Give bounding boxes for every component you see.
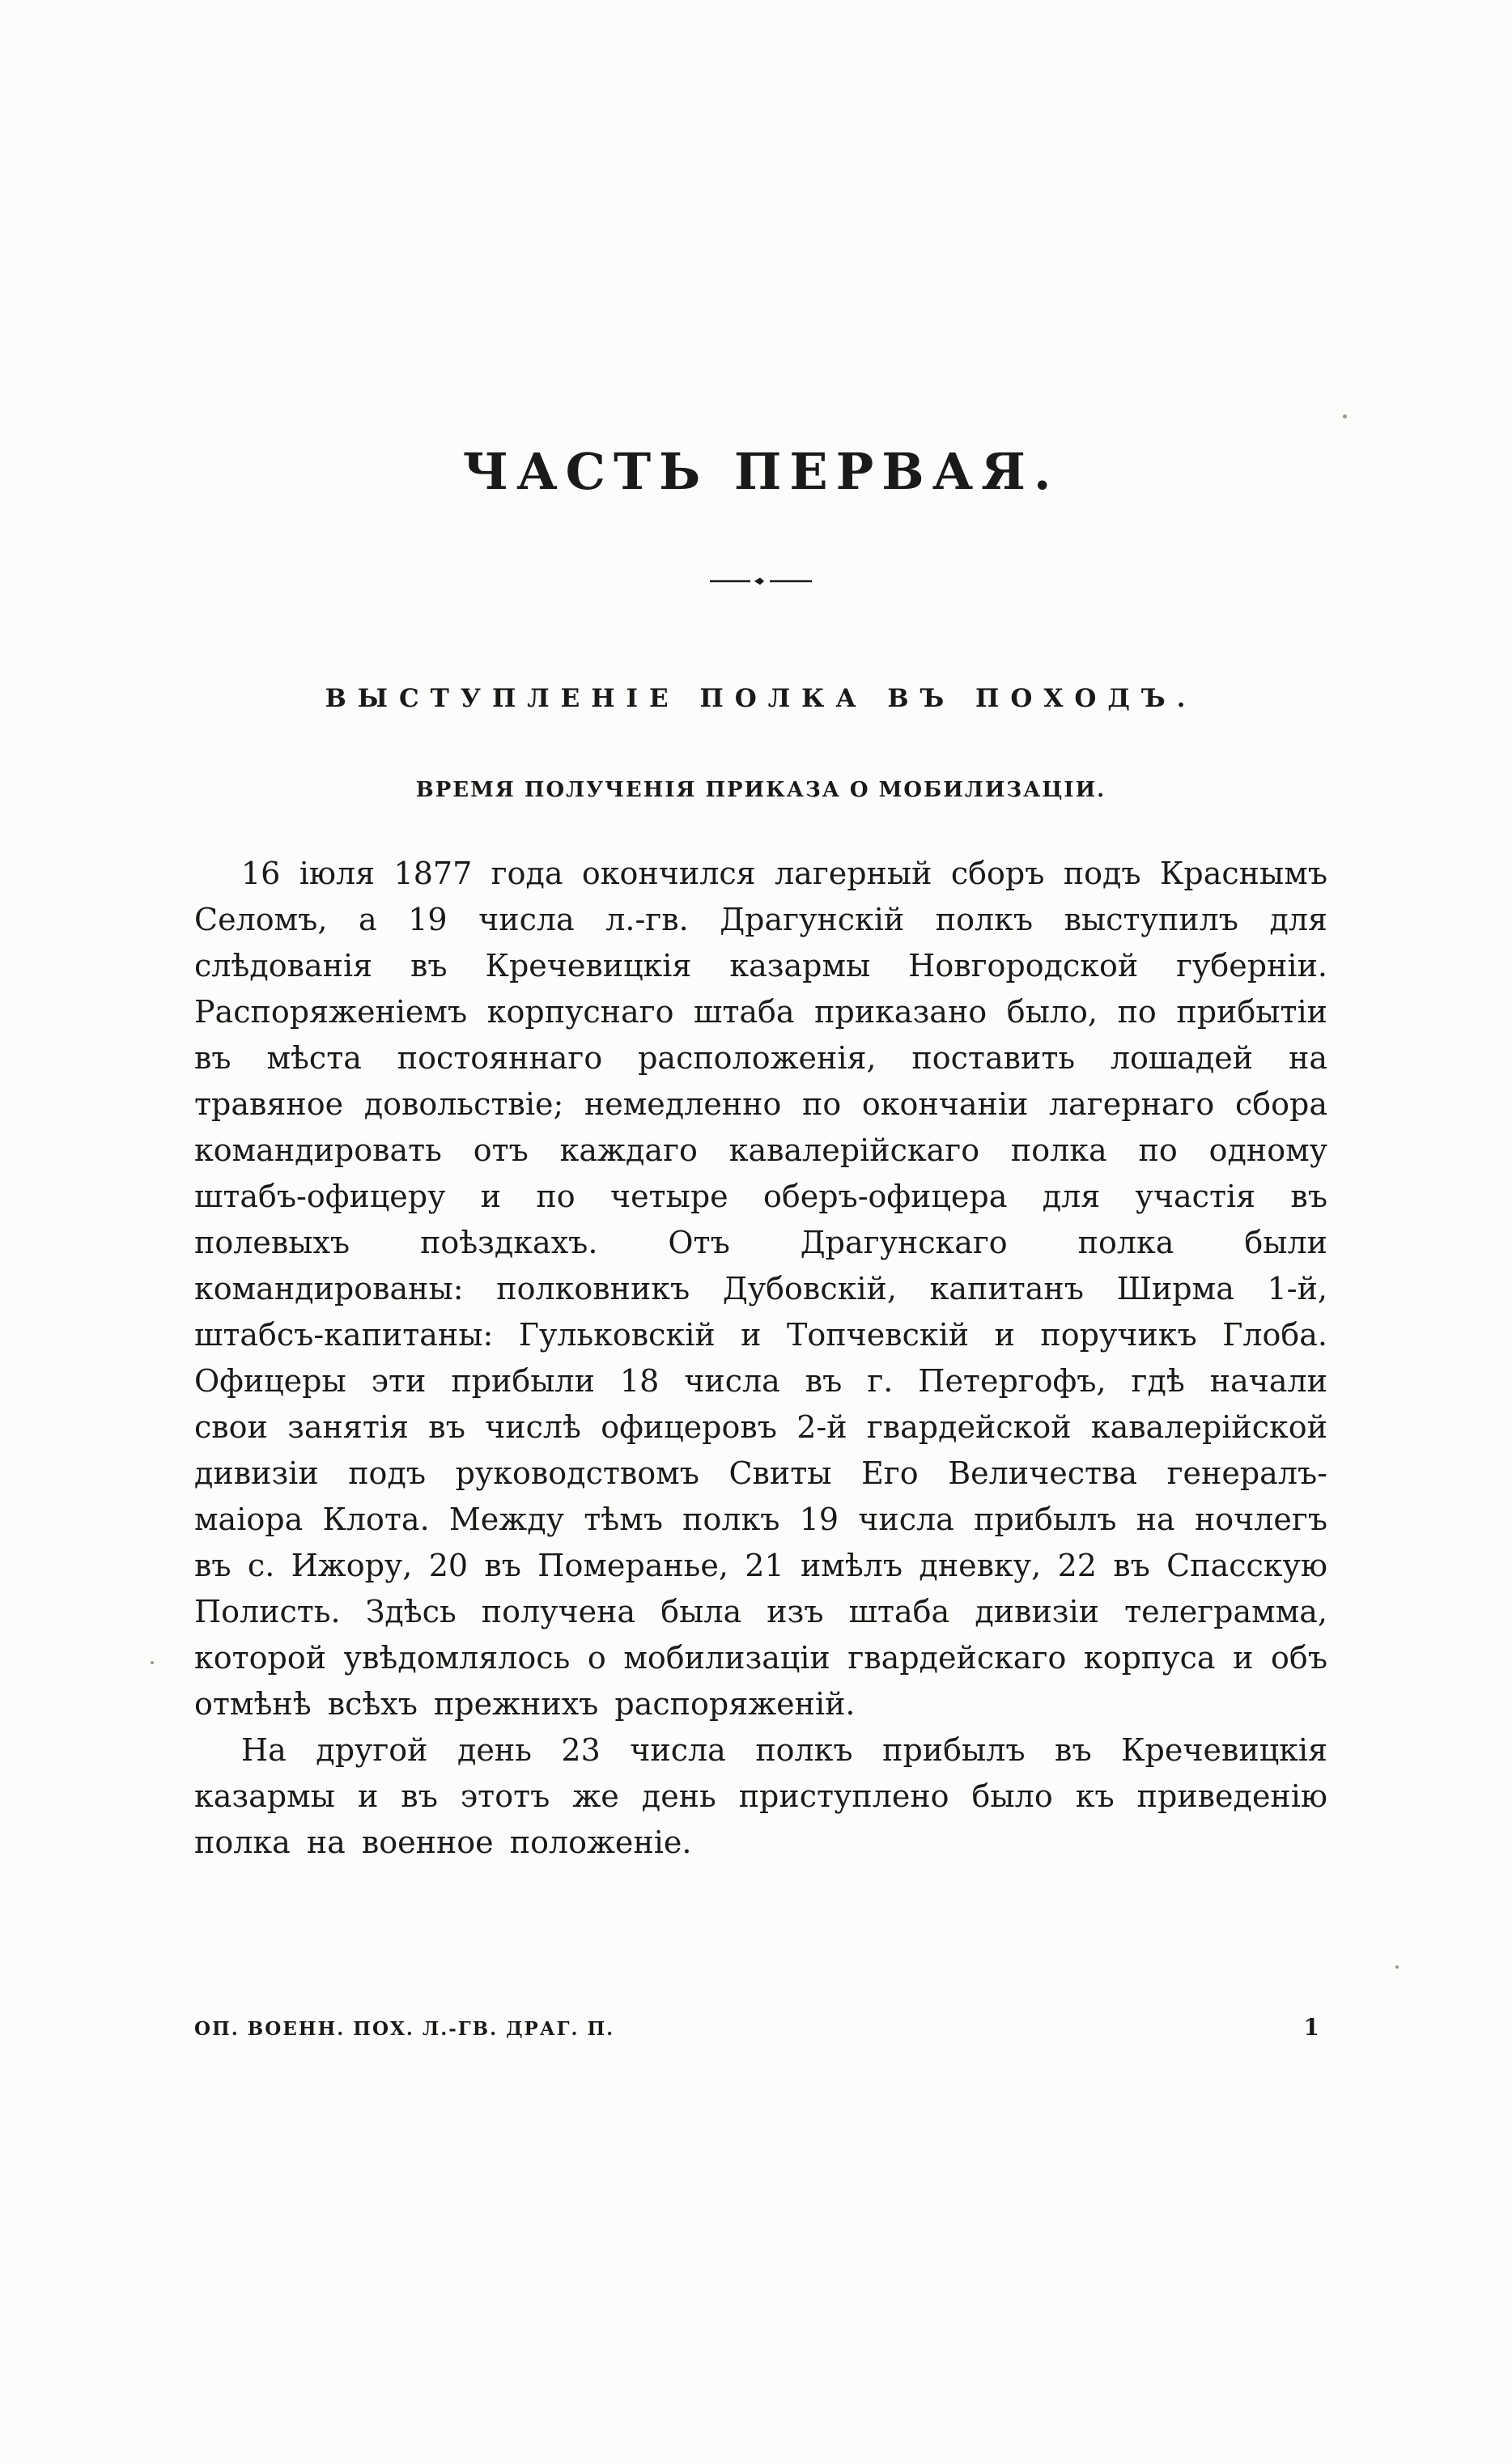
page-footer	[194, 2014, 1327, 2041]
text-block	[194, 0, 1327, 1866]
page-number: 1	[1303, 2014, 1319, 2041]
ornamental-divider	[194, 575, 1327, 588]
scan-speck	[151, 1661, 154, 1664]
body-text	[194, 851, 1327, 1866]
scan-speck	[1395, 1965, 1399, 1969]
chapter-heading: ВЫСТУПЛЕНІЕ ПОЛКА ВЪ ПОХОДЪ.	[325, 684, 1197, 713]
running-signature: ОП. ВОЕНН. ПОХ. Л.-ГВ. ДРАГ. П.	[194, 2018, 615, 2040]
divider-ornament-icon	[708, 575, 813, 588]
paragraph: На другой день 23 числа полкъ прибылъ въ Кречевицкія казармы и въ этотъ же день приступлено было къ приведенію полка на военное положеніе.	[194, 1732, 1327, 1860]
part-title: ЧАСТЬ ПЕРВАЯ.	[462, 442, 1060, 501]
scan-speck	[1343, 414, 1347, 418]
section-subheading: ВРЕМЯ ПОЛУЧЕНІЯ ПРИКАЗА О МОБИЛИЗАЦІИ.	[415, 778, 1106, 802]
paragraph: 16 іюля 1877 года окончился лагерный сборъ подъ Краснымъ Селомъ, а 19 числа л.-гв. Драгунскій полкъ выступилъ для слѣдованія въ Кречевицкія казармы Новгородской губерніи. Распоряженіемъ корпуснаго штаба приказано было, по прибытіи въ мѣста постояннаго расположенія, поставить лошадей на травяное довольствіе; немедленно по окончаніи лагернаго сбора командировать отъ каждаго кавалерійскаго полка по одному штабъ-офицеру и по четыре оберъ-офицера для участія въ полевыхъ поѣздкахъ. Отъ Драгунскаго полка были командированы: полковникъ Дубовскій, капитанъ Ширма 1-й, штабсъ-капитаны: Гульковскій и Топчевскій и поручикъ Глоба. Офицеры эти прибыли 18 числа въ г. Петергофъ, гдѣ начали свои занятія въ числѣ офицеровъ 2-й гвардейской кавалерійской дивизіи подъ руководствомъ Свиты Его Величества генералъ-маіора Клота. Между тѣмъ полкъ 19 числа прибылъ на ночлегъ въ с. Ижору, 20 въ Померанье, 21 имѣлъ дневку, 22 въ Спасскую Полисть. Здѣсь получена была изъ штаба дивизіи телеграмма, которой увѣдомлялось о мобилизаціи гвардейскаго корпуса и объ отмѣнѣ всѣхъ прежнихъ распоряженій.	[194, 856, 1327, 1722]
